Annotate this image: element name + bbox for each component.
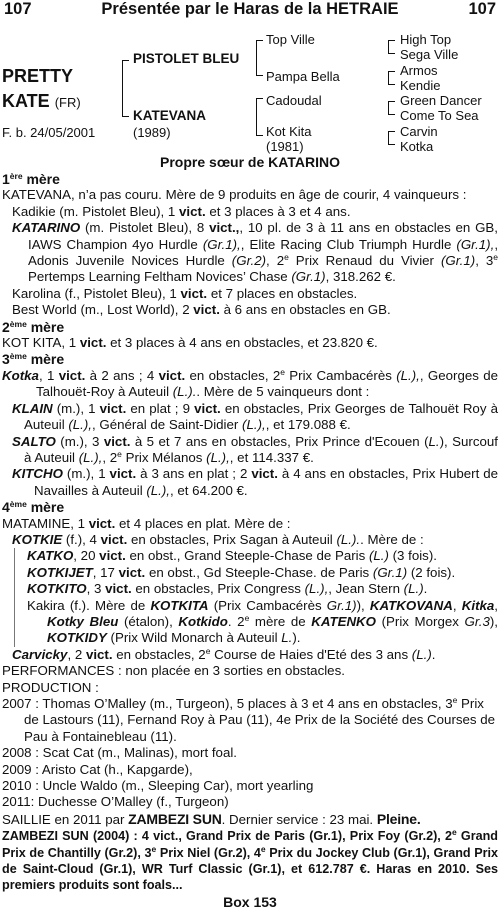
- produce-karolina: [2, 286, 498, 302]
- t: , 20: [73, 548, 100, 564]
- salto-wrap: [12, 434, 498, 467]
- t: Gr.1): [326, 597, 357, 613]
- produce-kotkito: [21, 581, 498, 597]
- t: ),: [356, 597, 370, 613]
- ggp-sds: Armos: [400, 63, 438, 78]
- t: , 2: [266, 253, 285, 269]
- t: Kotkido: [178, 613, 228, 629]
- t: , et 179.088 €.: [265, 417, 351, 433]
- dam: KATEVANA: [133, 108, 206, 123]
- t: à 6 ans en obstacles en GB.: [219, 302, 391, 318]
- t: e: [451, 827, 457, 838]
- produce-kitcho: [2, 466, 498, 499]
- t: e: [452, 695, 458, 705]
- horse-name: [2, 64, 81, 115]
- t: Grand Prix de Chantilly (Gr.2), 3: [2, 829, 499, 860]
- t: (L.): [411, 646, 432, 662]
- stallion-note: [2, 828, 498, 894]
- t: 2007 : Thomas O’Malley (m., Turgeon), 5 places à 3 et 4 ans en obstacles, 3: [2, 696, 453, 711]
- t: (L.),: [78, 449, 103, 465]
- t: ,: [452, 597, 462, 613]
- produce-katko: [21, 548, 498, 564]
- klain-wrap: [12, 401, 498, 434]
- gp-sd: Pampa Bella: [266, 69, 340, 84]
- sire: PISTOLET BLEU: [133, 51, 240, 66]
- sec-num: 4: [2, 499, 10, 516]
- t: .: [423, 581, 428, 597]
- t: (L.): [403, 581, 424, 597]
- bracket-dd: [388, 131, 395, 145]
- t: à 2 ans ; 4: [85, 367, 159, 383]
- t: à 5 et 7 ans en obstacles, Prix Prince d'Ecouen (: [130, 433, 429, 449]
- produce-kotkijet: [21, 565, 498, 581]
- production-2008: 2008 : Scat Cat (m., Malinas), mort foal.: [2, 745, 237, 761]
- t: vict.,: [209, 220, 240, 236]
- t: (Gr.1): [372, 564, 408, 580]
- t: , Adonis Juvenile Novices Hurdle: [28, 236, 499, 269]
- t: KATENKO: [311, 613, 376, 629]
- t: KATKOVANA: [369, 597, 453, 613]
- t: vict.: [118, 564, 146, 580]
- t: ),: [489, 613, 498, 629]
- t: Prix de Lastours (11), Fernand Roy à Pau (11), 4e Prix de la Société des Courses de Pau à Fontainebleau (11).: [24, 696, 496, 744]
- t: (L.),: [396, 367, 420, 383]
- t: KOTKIDY: [47, 630, 107, 646]
- horse-name-line2: [2, 89, 81, 115]
- sec-word: mère: [22, 171, 60, 187]
- t: en obstacles, Prix Congress: [131, 581, 305, 597]
- produce-kotkie: [2, 532, 498, 548]
- t: Pertemps Learning Feltham Novices’ Chase: [28, 269, 292, 285]
- bracket-ss: [388, 40, 395, 54]
- bracket-parents: [122, 60, 129, 117]
- production-heading: PRODUCTION :: [2, 679, 99, 695]
- gp-ss: Top Ville: [266, 32, 315, 47]
- t: vict.: [58, 367, 86, 383]
- sec-sup: ème: [9, 499, 27, 510]
- t: Prix Mélanos: [121, 449, 207, 465]
- t: ZAMBEZI SUN (2004) : 4 vict., Grand Prix de Paris (Gr.1), Prix Foy (Gr.2), 2: [2, 829, 452, 844]
- t: et 4 places en plat. Mère de :: [115, 515, 291, 531]
- t: vict.: [85, 646, 113, 662]
- t: (Gr.1),: [202, 236, 241, 252]
- t: Karolina (f., Pistolet Bleu), 1: [12, 285, 181, 301]
- t: (m. Pistolet Bleu), 8: [80, 220, 210, 236]
- sec-sup: ème: [9, 318, 27, 329]
- t: (L.),: [206, 449, 230, 465]
- t: Kitka: [461, 597, 495, 613]
- t: e: [151, 843, 157, 854]
- t: KLAIN: [12, 400, 53, 416]
- horse-name-line1: PRETTY: [2, 66, 74, 86]
- t: Course de Haies d'Eté des 3 ans: [210, 646, 412, 662]
- m2-text: [2, 335, 498, 351]
- produce-bestworld: [2, 302, 498, 318]
- t: vict.: [193, 302, 220, 318]
- t: vict.: [194, 400, 221, 416]
- t: en obstacles, Prix Sagan à Auteuil: [127, 531, 337, 547]
- section-fourth-dam: [2, 499, 498, 515]
- t: ,: [494, 597, 498, 613]
- t: Kotky Bleu: [47, 613, 119, 629]
- t: (m.), 3: [55, 433, 104, 449]
- t: , 3: [86, 581, 106, 597]
- sec-sup: ème: [9, 351, 27, 362]
- t: , Georges de Talhouët-Roy à Auteuil: [36, 367, 499, 400]
- produce-katarino: [2, 220, 498, 286]
- catalogue-body: [2, 171, 498, 910]
- t: , Général de Saint-Didier: [92, 417, 243, 433]
- sec-num: 2: [2, 318, 10, 335]
- t: Prix Renaud du Vivier: [288, 253, 441, 269]
- t: (Gr.2): [231, 253, 267, 269]
- t: Prix du Jockey Club (Gr.1), Grand Prix de Saint-Cloud (Gr.1), WR Turf Classic (Gr.1), et 612.787 €. Haras en 2010. Ses premiers produits sont foals...: [2, 845, 499, 893]
- t: , 17: [92, 564, 119, 580]
- kitcho-wrap: [12, 466, 498, 499]
- t: et 3 places à 4 ans en obstacles, et 23.820 €.: [106, 335, 378, 351]
- sec-sup: ère: [9, 171, 23, 181]
- t: Pleine.: [376, 810, 421, 827]
- ggp-sdd: Kendie: [400, 78, 441, 93]
- saillie: [2, 811, 498, 828]
- t: KATKO: [27, 548, 74, 564]
- t: MATAMINE, 1: [2, 515, 89, 531]
- t: KOTKIE: [12, 531, 63, 547]
- horse-birth: F. b. 24/05/2001: [2, 125, 96, 140]
- t: (L.).: [172, 384, 197, 400]
- t: (Prix Cambacérès: [208, 597, 327, 613]
- horse-country: (FR): [54, 95, 81, 110]
- section-third-dam: [2, 351, 498, 367]
- t: Prix Cambacérès: [284, 367, 397, 383]
- bracket-sd: [388, 71, 395, 85]
- subtitle-name: KATARINO: [268, 154, 340, 170]
- t: (L.).: [336, 531, 361, 547]
- bracket-ds: [388, 101, 395, 115]
- t: (2 fois).: [407, 564, 456, 580]
- lot-number-right: 107: [468, 0, 496, 18]
- t: et 3 places à 3 et 4 ans.: [205, 203, 351, 219]
- sec-word: mère: [26, 318, 65, 335]
- t: en obstacles, 2: [112, 646, 206, 662]
- t: (L.): [368, 548, 389, 564]
- t: KOTKITA: [150, 597, 209, 613]
- t: Kotka: [2, 367, 39, 383]
- t: , Elite Racing Club Triumph Hurdle: [240, 236, 457, 252]
- t: (L.),: [242, 417, 266, 433]
- t: en obstacles, 2: [185, 367, 281, 383]
- t: vict.: [180, 285, 208, 301]
- t: vict.: [103, 433, 131, 449]
- t: e: [493, 252, 498, 263]
- performances: PERFORMANCES : non placée en 3 sorties en obstacles.: [2, 663, 345, 679]
- t: L.: [428, 433, 440, 449]
- t: vict.: [99, 400, 127, 416]
- t: (Gr.1),: [456, 236, 495, 252]
- t: Gr.3: [464, 613, 490, 629]
- t: (f.), 4: [62, 531, 101, 547]
- dam-year: (1989): [133, 125, 171, 140]
- t: vict.: [99, 548, 126, 564]
- t: ZAMBEZI SUN: [128, 810, 222, 827]
- t: (L.),: [68, 417, 92, 433]
- t: mère de: [249, 613, 312, 629]
- sec-word: mère: [26, 351, 65, 368]
- t: (Gr.1): [440, 253, 476, 269]
- t: , 1: [38, 367, 59, 383]
- t: en plat ; 9: [126, 400, 195, 416]
- page-header: [0, 0, 500, 20]
- t: (3 fois).: [388, 548, 437, 564]
- t: .: [431, 646, 436, 662]
- t: en obst., Grand Steeple-Chase de Paris: [125, 548, 369, 564]
- ggp-ddd: Kotka: [400, 139, 434, 154]
- t: (Prix Morgex: [376, 613, 465, 629]
- ggp-dds: Carvin: [400, 124, 438, 139]
- production-2007: [2, 696, 498, 745]
- t: e: [117, 448, 122, 459]
- t: e: [260, 843, 266, 854]
- t: vict.: [88, 515, 116, 531]
- t: Best World (m., Lost World), 2: [12, 302, 194, 318]
- t: à 3 ans en plat ; 2: [136, 466, 252, 482]
- t: Kakira (f.). Mère de: [27, 597, 151, 613]
- produce-kadikie: [2, 204, 498, 220]
- t: , Jean Stern: [328, 581, 404, 597]
- production-2011: 2011: Duchesse O’Malley (f., Turgeon): [2, 794, 229, 810]
- box-number: Box 153: [223, 893, 277, 910]
- section-first-dam: [2, 171, 498, 187]
- t: vict.: [158, 367, 186, 383]
- t: . 2: [227, 613, 245, 629]
- sec-num: 3: [2, 351, 10, 368]
- t: . Mère de 5 vainqueurs dont :: [196, 384, 370, 400]
- t: e: [205, 645, 211, 656]
- gp-dd-year: (1981): [266, 139, 304, 154]
- t: L.: [281, 630, 293, 646]
- sec-num: 1: [2, 171, 10, 187]
- t: KOTKIJET: [27, 564, 93, 580]
- t: , 2: [67, 646, 86, 662]
- t: vict.: [79, 335, 107, 351]
- t: e: [284, 252, 289, 263]
- t: (L.),: [146, 482, 170, 498]
- t: (m.), 1: [62, 466, 110, 482]
- t: vict.: [109, 466, 137, 482]
- production-2010: 2010 : Uncle Waldo (m., Sleeping Car), mort yearling: [2, 778, 314, 794]
- produce-salto: [2, 434, 498, 467]
- sec-word: mère: [26, 499, 65, 516]
- gp-dd: Kot Kita: [266, 124, 312, 139]
- t: KATARINO: [12, 220, 81, 236]
- gp-ds: Cadoudal: [266, 93, 322, 108]
- t: KOT KITA, 1: [2, 335, 80, 351]
- t: ).: [292, 630, 301, 646]
- bracket-sire: [256, 40, 263, 76]
- lot-number-left: 107: [4, 0, 32, 18]
- t: . Dernier service : 23 mai.: [221, 811, 377, 827]
- t: en obst., Gd Steeple-Chase. de Paris: [145, 564, 373, 580]
- t: e: [280, 366, 285, 377]
- t: à 4 ans en obstacles, Prix Hubert de Navailles à Auteuil: [34, 466, 499, 498]
- t: , 2: [102, 449, 118, 465]
- header-title: Présentée par le Haras de la HETRAIE: [101, 0, 399, 18]
- t: KITCHO: [12, 466, 63, 482]
- t: KOTKITO: [27, 581, 87, 597]
- t: SALTO: [12, 433, 56, 449]
- dam-kotka: [2, 368, 498, 401]
- section-second-dam: [2, 319, 498, 335]
- subtitle-prefix: Propre sœur de: [160, 154, 269, 170]
- subtitle: [0, 154, 500, 170]
- m4-intro: [2, 516, 498, 532]
- t: e: [244, 612, 250, 623]
- t: en obstacles, Prix Georges de Talhouët Roy à Auteuil: [24, 400, 498, 433]
- t: , et 114.337 €.: [229, 449, 314, 465]
- t: (L.),: [304, 581, 329, 597]
- t: (Prix Wild Monarch à Auteuil: [106, 630, 282, 646]
- produce-carvicky: [2, 647, 498, 663]
- t: SAILLIE en 2011 par: [2, 811, 129, 827]
- horse-name-kate: KATE: [2, 91, 50, 111]
- t: Carvicky: [12, 646, 68, 662]
- t: et 7 places en obstacles.: [207, 285, 358, 301]
- t: Prix Niel (Gr.2), 4: [156, 845, 261, 860]
- t: vict.: [179, 203, 206, 219]
- ggp-sss: High Top: [400, 32, 452, 47]
- t: (Gr.1): [291, 269, 326, 285]
- t: vict.: [105, 581, 132, 597]
- ggp-dss: Green Dancer: [400, 93, 482, 108]
- m1-intro: KATEVANA, n’a pas couru. Mère de 9 produits en âge de courir, 4 vainqueurs :: [2, 187, 467, 203]
- produce-kakira: [21, 598, 498, 647]
- produce-klain: [2, 401, 498, 434]
- kotkie-offspring: [14, 548, 498, 646]
- production-2009: 2009 : Aristo Cat (h., Kapgarde),: [2, 761, 193, 777]
- t: , 3: [475, 253, 494, 269]
- t: vict.: [251, 466, 278, 482]
- t: . Mère de :: [360, 531, 424, 547]
- t: ), Surcouf à Auteuil: [24, 433, 498, 465]
- t: vict.: [100, 531, 128, 547]
- ggp-dsd: Come To Sea: [400, 108, 479, 123]
- t: , et 64.200 €.: [170, 482, 248, 498]
- bracket-dam: [256, 98, 263, 136]
- t: Kadikie (m. Pistolet Bleu), 1: [12, 203, 180, 219]
- ggp-ssd: Sega Ville: [400, 47, 459, 62]
- t: , 318.262 €.: [325, 269, 396, 285]
- t: , 10 pl. de 3 à 11 ans en obstacles en GB, IAWS Champion 4yo Hurdle: [28, 220, 499, 252]
- t: (m.), 1: [52, 400, 100, 416]
- t: (étalon),: [118, 613, 179, 629]
